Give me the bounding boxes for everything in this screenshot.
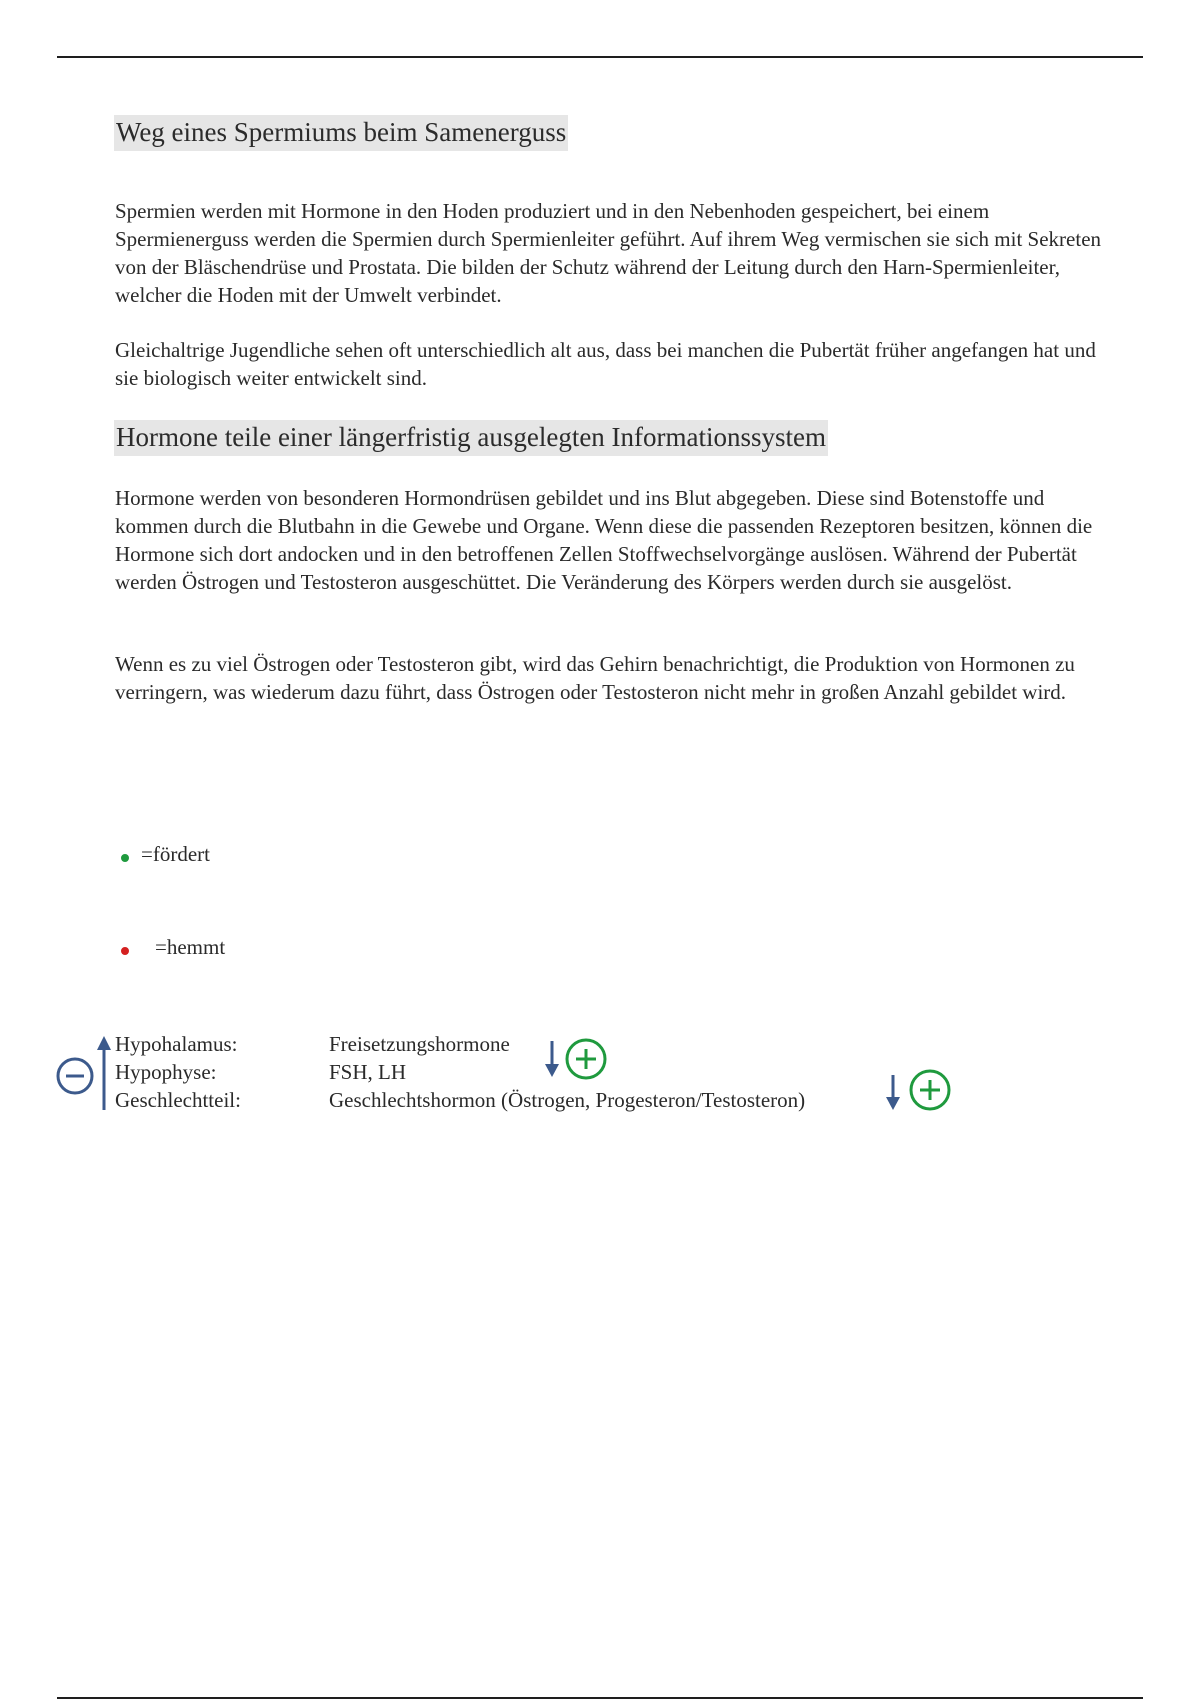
down-arrow-icon bbox=[886, 1075, 900, 1110]
section-heading-hormones: Hormone teile einer längerfristig ausgelegten Informationssystem bbox=[114, 420, 828, 456]
section-heading-sperm-path: Weg eines Spermiums beim Samenerguss bbox=[114, 115, 568, 151]
hierarchy-value-release-hormones: Freisetzungshormone bbox=[329, 1032, 510, 1056]
footer-rule bbox=[57, 1697, 1143, 1699]
plus-circle-icon bbox=[911, 1071, 949, 1109]
paragraph-feedback: Wenn es zu viel Östrogen oder Testosteron gibt, wird das Gehirn benachrichtigt, die Produktion von Hormonen zu verringern, was wiederum dazu führt, dass Östrogen oder Testosteron nicht mehr in großen Anzahl gebildet wird. bbox=[115, 652, 1075, 704]
hierarchy-label-pituitary: Hypophyse: bbox=[115, 1060, 217, 1084]
plus-circle-icon bbox=[567, 1040, 605, 1078]
hierarchy-value-fsh-lh: FSH, LH bbox=[329, 1060, 407, 1084]
paragraph-hormone-function: Hormone werden von besonderen Hormondrüsen gebildet und ins Blut abgegeben. Diese sind Botenstoffe und kommen durch die Blutbahn in die Gewebe und Organe. Wenn diese die passenden Rezeptoren besitzen, können die Hormone sich dort andocken und in den betroffenen Zellen Stoffwechselvorgänge auslösen. Während der Pubertät werden Östrogen und Testosteron ausgeschüttet. Die Veränderung des Körpers werden durch sie ausgelöst. bbox=[115, 486, 1093, 594]
hierarchy-value-sex-hormones: Geschlechtshormon (Östrogen, Progesteron/Testosteron) bbox=[329, 1088, 806, 1112]
hierarchy-label-hypothalamus: Hypohalamus: bbox=[115, 1032, 238, 1056]
hierarchy-label-gonads: Geschlechtteil: bbox=[115, 1088, 241, 1112]
minus-circle-icon bbox=[58, 1059, 92, 1093]
legend-promotes-label: =fördert bbox=[141, 842, 210, 866]
paragraph-sperm-path: Spermien werden mit Hormone in den Hoden produziert und in den Nebenhoden gespeichert, bei einem Spermienerguss werden die Spermien durch Spermienleiter geführt. Auf ihrem Weg vermischen sie sich mit Sekreten von der Bläschendrüse und Prostata. Die bilden der Schutz während der Leitung durch den Harn-Spermienleiter, welcher die Hoden mit der Umwelt verbindet. bbox=[115, 199, 1102, 307]
paragraph-puberty-age: Gleichaltrige Jugendliche sehen oft unterschiedlich alt aus, dass bei manchen die Pubertät früher angefangen hat und sie biologisch weiter entwickelt sind. bbox=[115, 338, 1096, 390]
down-arrow-icon bbox=[545, 1041, 559, 1077]
up-arrow-icon bbox=[97, 1036, 111, 1110]
legend-inhibits-label: =hemmt bbox=[155, 935, 226, 959]
